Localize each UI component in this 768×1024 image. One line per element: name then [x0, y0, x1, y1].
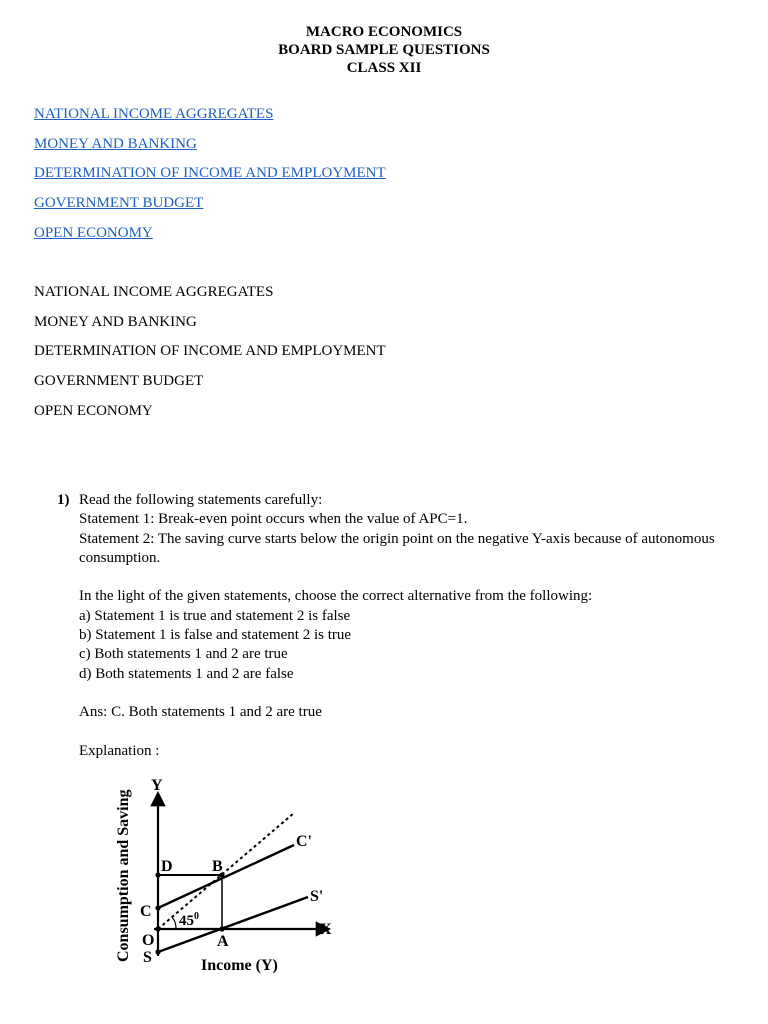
point-c — [155, 905, 160, 910]
label-c-prime: C' — [296, 833, 312, 850]
option-c: c) Both statements 1 and 2 are true — [79, 646, 288, 663]
consumption-curve — [158, 845, 294, 908]
toc-link-national-income[interactable]: NATIONAL INCOME AGGREGATES — [34, 106, 274, 122]
toc-link-open-economy[interactable]: OPEN ECONOMY — [34, 224, 153, 241]
label-s-prime: S' — [310, 888, 324, 905]
section-heading: MONEY AND BANKING — [34, 313, 197, 330]
section-list — [34, 283, 386, 431]
section-heading: GOVERNMENT BUDGET — [34, 373, 204, 390]
consumption-saving-diagram — [110, 768, 350, 978]
x-axis-title: Income (Y) — [201, 957, 278, 974]
statement-two: Statement 2: The saving curve starts below the origin point on the negative Y-axis because of autonomous consumption. — [79, 530, 715, 566]
option-b: b) Statement 1 is false and statement 2 is true — [79, 627, 352, 644]
point-o — [155, 926, 160, 931]
section-heading: NATIONAL INCOME AGGREGATES — [34, 284, 274, 300]
label-b: B — [212, 858, 223, 875]
point-s — [155, 949, 160, 954]
option-d: d) Both statements 1 and 2 are false — [79, 665, 294, 682]
angle-label: $45^0$ — [179, 911, 199, 929]
y-axis-title: Consumption and Saving — [115, 789, 132, 962]
question-prompt: In the light of the given statements, choose the correct alternative from the following: — [79, 588, 593, 605]
header-subtitle: BOARD SAMPLE QUESTIONS — [278, 42, 490, 58]
label-o: O — [142, 932, 155, 949]
section-heading: OPEN ECONOMY — [34, 402, 153, 419]
point-d — [155, 872, 160, 877]
answer-line: Ans: C. Both statements 1 and 2 are true — [79, 704, 322, 721]
x-axis-letter: X — [320, 921, 332, 938]
document-header — [0, 23, 768, 77]
angle-arc — [172, 917, 176, 929]
section-heading: DETERMINATION OF INCOME AND EMPLOYMENT — [34, 343, 386, 360]
toc-link-money-banking[interactable]: MONEY AND BANKING — [34, 135, 197, 152]
label-a: A — [217, 933, 229, 950]
toc-link-income-employment[interactable]: DETERMINATION OF INCOME AND EMPLOYMENT — [34, 165, 386, 182]
question-intro: Read the following statements carefully: — [79, 492, 323, 508]
question-number: 1) — [57, 492, 70, 508]
question-body — [79, 491, 739, 761]
label-s: S — [143, 949, 152, 966]
y-axis-letter: Y — [151, 777, 163, 794]
table-of-contents — [34, 105, 386, 253]
statement-one: Statement 1: Break-even point occurs when the value of APC=1. — [79, 511, 468, 528]
toc-link-government-budget[interactable]: GOVERNMENT BUDGET — [34, 195, 204, 212]
label-d: D — [161, 858, 173, 875]
label-c: C — [140, 903, 152, 920]
header-title: MACRO ECONOMICS — [305, 24, 463, 40]
header-class: CLASS XII — [346, 60, 422, 76]
forty-five-degree-line — [158, 813, 294, 929]
point-a — [219, 926, 224, 931]
option-a: a) Statement 1 is true and statement 2 is false — [79, 607, 351, 624]
explanation-label: Explanation : — [79, 742, 160, 759]
